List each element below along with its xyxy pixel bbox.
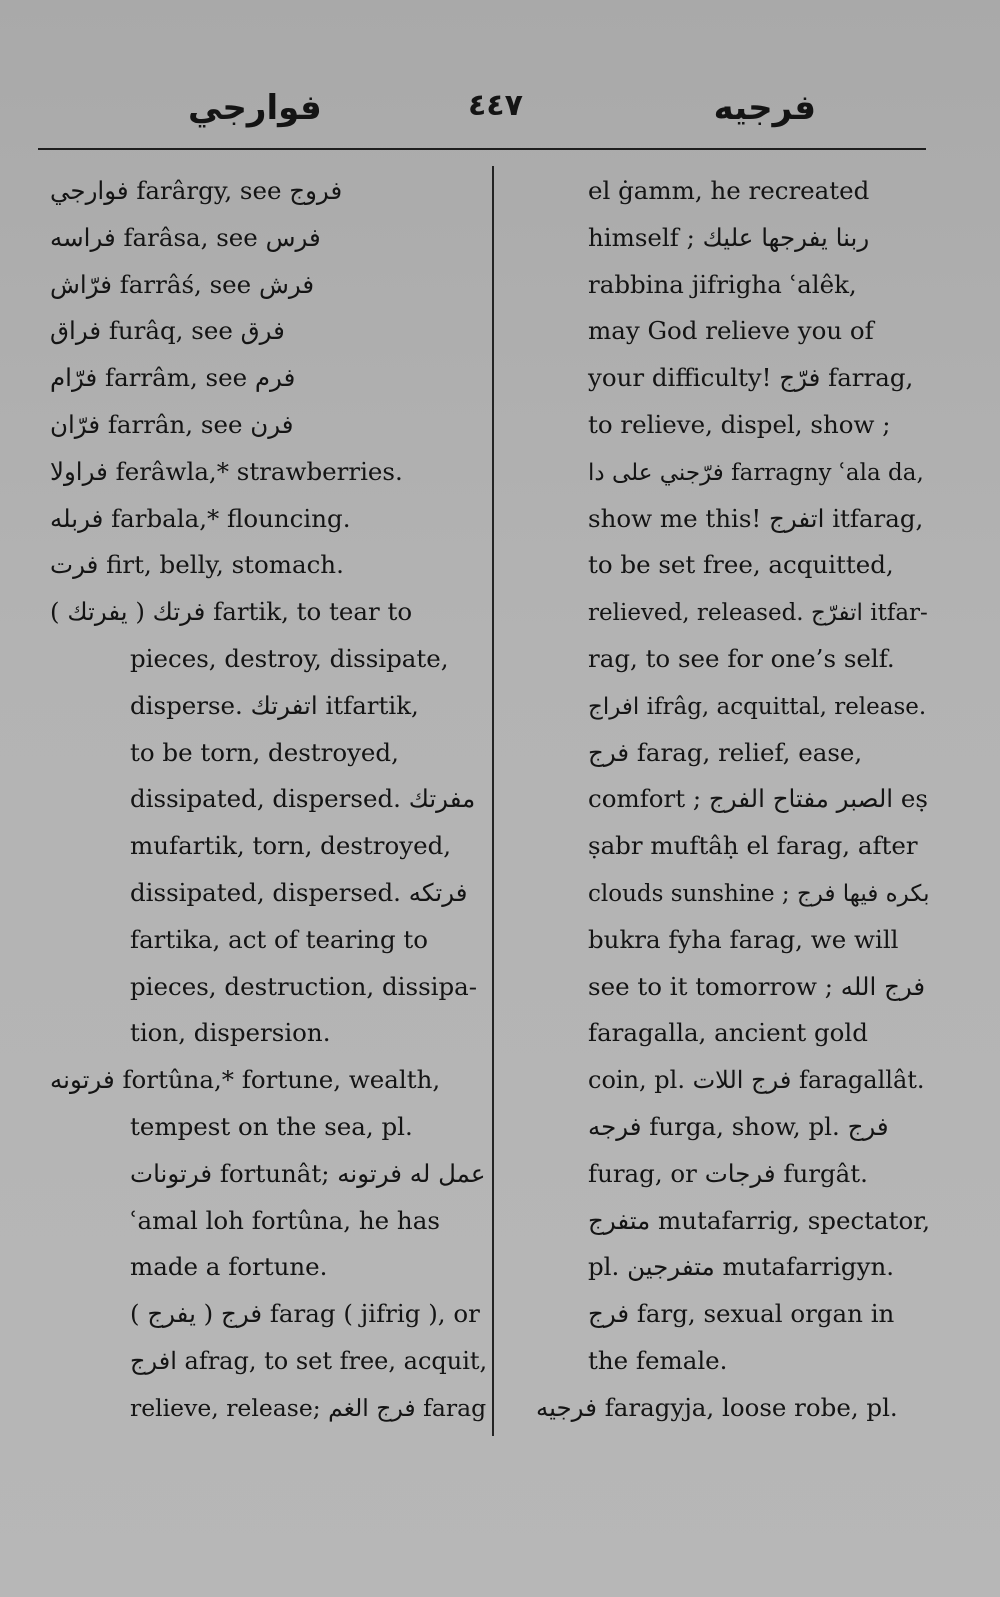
text-line bbox=[40, 168, 488, 215]
text-line bbox=[40, 308, 488, 355]
text-line bbox=[40, 776, 488, 823]
text-line bbox=[520, 589, 930, 636]
text-line bbox=[520, 215, 930, 262]
text-line bbox=[40, 1385, 488, 1432]
line-text: فراق furâq, see فرق bbox=[50, 316, 285, 346]
text-line bbox=[40, 1291, 488, 1338]
right-column bbox=[520, 168, 930, 1432]
line-text: فوارجي farârgy, see فروج bbox=[50, 176, 343, 205]
text-line bbox=[40, 1010, 488, 1057]
text-line bbox=[40, 917, 488, 964]
text-line bbox=[520, 1385, 930, 1432]
text-line bbox=[520, 449, 930, 496]
line-text: فرتك ( يفرتك ) fartik, to tear to bbox=[50, 597, 413, 627]
text-line bbox=[520, 1104, 930, 1151]
line-text: coin, pl. فرج اللات faragallât. bbox=[588, 1066, 925, 1095]
line-text: فرّام farrâm, see فرم bbox=[50, 363, 296, 393]
line-text: el ġamm, he recreated bbox=[588, 176, 870, 205]
line-text: your difficulty! فرّج farrag, bbox=[588, 363, 914, 393]
text-line bbox=[40, 215, 488, 262]
page-number: ٤٤٧ bbox=[468, 88, 523, 123]
text-line bbox=[40, 1244, 488, 1291]
text-line bbox=[520, 1291, 930, 1338]
line-text: فرّاش farrâś, see فرش bbox=[50, 269, 315, 299]
line-text: tion, dispersion. bbox=[130, 1018, 331, 1048]
text-line bbox=[520, 168, 930, 215]
text-line bbox=[40, 262, 488, 309]
text-line bbox=[40, 542, 488, 589]
line-text: فرج farag, relief, ease, bbox=[588, 737, 863, 767]
line-text: relieve, release; فرج الغم farag bbox=[130, 1393, 487, 1422]
line-text: فرج ( يفرج ) farag ( jifrig ), or bbox=[130, 1299, 480, 1329]
text-line bbox=[40, 1057, 488, 1104]
line-text: فرّجني على دا farragny ʿala da, bbox=[588, 459, 924, 486]
text-line bbox=[40, 402, 488, 449]
line-text: فرّان farrân, see فرن bbox=[50, 409, 294, 439]
text-line bbox=[40, 870, 488, 917]
line-text: ṣabr muftâḥ el farag, after bbox=[588, 831, 918, 861]
text-line bbox=[40, 964, 488, 1011]
page-header bbox=[38, 82, 926, 150]
text-line bbox=[520, 1151, 930, 1198]
text-line bbox=[40, 589, 488, 636]
line-text: فربله farbala,* flouncing. bbox=[50, 503, 351, 533]
line-text: متفرج mutafarrig, spectator, bbox=[588, 1205, 930, 1235]
text-line bbox=[520, 730, 930, 777]
text-line bbox=[520, 1057, 930, 1104]
line-text: pieces, destroy, dissipate, bbox=[130, 643, 449, 673]
line-text: فرتونات fortunât; عمل له فرتونه bbox=[130, 1158, 486, 1188]
line-text: dissipated, dispersed. فرتكه bbox=[130, 877, 468, 907]
line-text: فراسه farâsa, see فرس bbox=[50, 222, 321, 252]
line-text: bukra fyha farag, we will bbox=[588, 924, 899, 954]
line-text: fartika, act of tearing to bbox=[130, 924, 429, 954]
text-line bbox=[520, 870, 930, 917]
line-text: dissipated, dispersed. مفرتك bbox=[130, 784, 476, 814]
line-text: show me this! اتفرج itfarag, bbox=[588, 503, 924, 533]
column-divider bbox=[492, 166, 494, 1436]
line-text: فراولا ferâwla,* strawberries. bbox=[50, 456, 403, 486]
text-line bbox=[520, 1338, 930, 1385]
text-line bbox=[520, 355, 930, 402]
line-text: made a fortune. bbox=[130, 1252, 328, 1282]
line-text: rag, to see for one’s self. bbox=[588, 643, 895, 673]
line-text: فرجه furga, show, pl. فرج bbox=[588, 1111, 889, 1141]
text-line bbox=[520, 1198, 930, 1245]
line-text: disperse. اتفرتك itfartik, bbox=[130, 690, 419, 720]
text-line bbox=[40, 496, 488, 543]
text-line bbox=[520, 402, 930, 449]
line-text: فرتونه fortûna,* fortune, wealth, bbox=[50, 1065, 441, 1095]
line-text: فرت firt, belly, stomach. bbox=[50, 550, 344, 580]
text-line bbox=[40, 730, 488, 777]
text-line bbox=[40, 1104, 488, 1151]
text-line bbox=[520, 1244, 930, 1291]
line-text: faragalla, ancient gold bbox=[588, 1018, 868, 1048]
line-text: افرج afrag, to set free, acquit, bbox=[130, 1346, 488, 1375]
line-text: to be set free, acquitted, bbox=[588, 550, 894, 580]
line-text: فرجيه faragyja, loose robe, pl. bbox=[536, 1392, 898, 1422]
line-text: furag, or فرجات furgât. bbox=[588, 1158, 868, 1188]
text-line bbox=[520, 917, 930, 964]
line-text: فرج farg, sexual organ in bbox=[588, 1299, 895, 1329]
text-line bbox=[40, 823, 488, 870]
text-line bbox=[520, 496, 930, 543]
text-line bbox=[40, 683, 488, 730]
line-text: see to it tomorrow ; فرج الله bbox=[588, 971, 926, 1001]
line-text: to be torn, destroyed, bbox=[130, 737, 399, 767]
line-text: may God relieve you of bbox=[588, 316, 874, 346]
text-line bbox=[520, 308, 930, 355]
text-line bbox=[520, 776, 930, 823]
line-text: clouds sunshine ; بكره فيها فرج bbox=[588, 880, 930, 907]
left-column bbox=[40, 168, 488, 1432]
line-text: pl. متفرجين mutafarrigyn. bbox=[588, 1252, 895, 1282]
line-text: pieces, destruction, dissipa- bbox=[130, 971, 478, 1001]
text-line bbox=[520, 636, 930, 683]
line-text: افراج ifrâg, acquittal, release. bbox=[588, 693, 927, 720]
line-text: tempest on the sea, pl. bbox=[130, 1111, 413, 1141]
line-text: relieved, released. اتفرّج itfar- bbox=[588, 600, 928, 627]
left-headword: فوارجي bbox=[188, 88, 322, 128]
text-line bbox=[520, 964, 930, 1011]
line-text: ʿamal loh fortûna, he has bbox=[130, 1205, 440, 1235]
right-headword: فرجيه bbox=[713, 88, 816, 128]
line-text: comfort ; الصبر مفتاح الفرج eṣ bbox=[588, 784, 928, 814]
line-text: rabbina jifrigha ʿalêk, bbox=[588, 269, 857, 299]
text-line bbox=[40, 1338, 488, 1385]
text-line bbox=[520, 683, 930, 730]
text-line bbox=[520, 262, 930, 309]
text-line bbox=[40, 1151, 488, 1198]
text-line bbox=[40, 1198, 488, 1245]
line-text: mufartik, torn, destroyed, bbox=[130, 831, 452, 861]
text-line bbox=[40, 449, 488, 496]
line-text: the female. bbox=[588, 1345, 728, 1375]
text-line bbox=[520, 542, 930, 589]
text-line bbox=[520, 823, 930, 870]
text-line bbox=[40, 636, 488, 683]
text-line bbox=[40, 355, 488, 402]
line-text: himself ; ربنا يفرجها عليك bbox=[588, 222, 870, 252]
line-text: to relieve, dispel, show ; bbox=[588, 409, 891, 439]
text-line bbox=[520, 1010, 930, 1057]
